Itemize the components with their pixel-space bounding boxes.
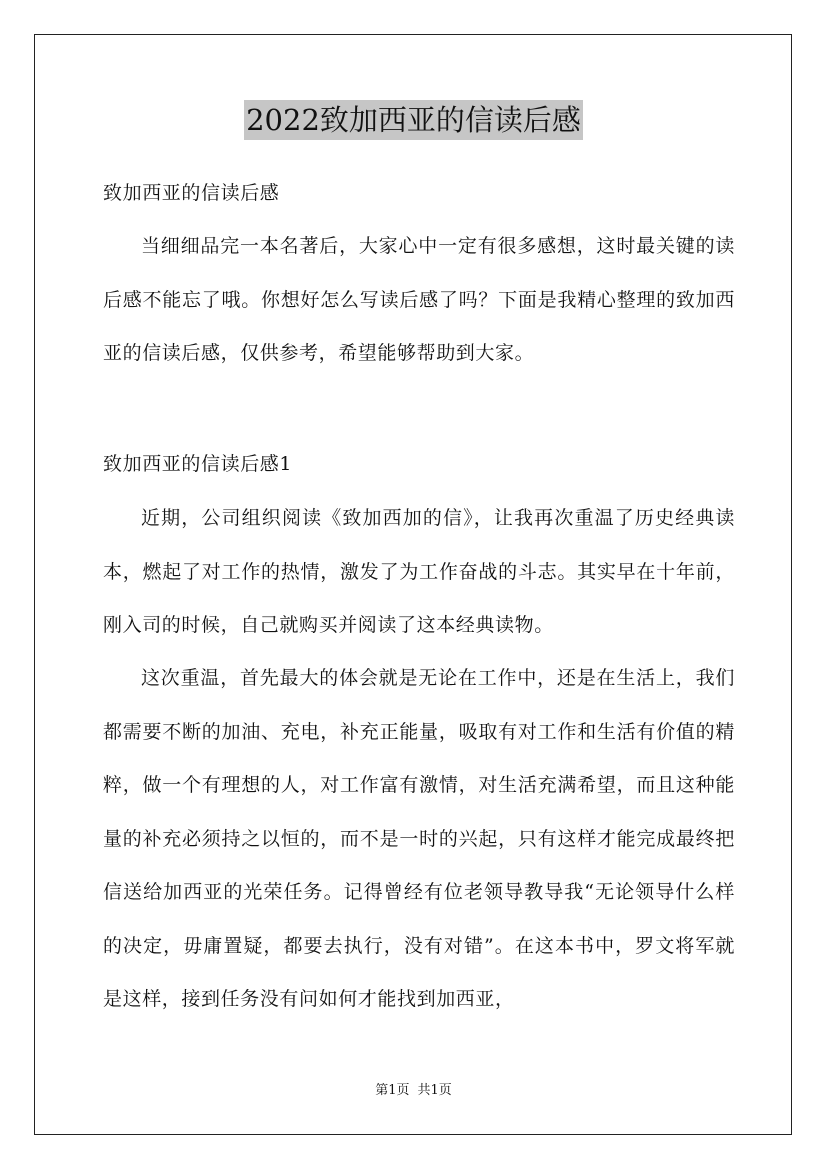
body-paragraph-1: 近期，公司组织阅读《致加西加的信》，让我再次重温了历史经典读本，燃起了对工作的热情，激发了为工作奋战的斗志。其实早在十年前，刚入司的时候，自己就购买并阅读了这本经典读物。 [103,507,735,636]
intro-paragraph: 当细细品完一本名著后，大家心中一定有很多感想，这时最关键的读后感不能忘了哦。你想好怎么写读后感了吗？下面是我精心整理的致加西亚的信读后感，仅供参考，希望能够帮助到大家。 [103,235,735,364]
body-paragraph-2: 这次重温，首先最大的体会就是无论在工作中，还是在生活上，我们都需要不断的加油、充电，补充正能量，吸取有对工作和生活有价值的精粹，做一个有理想的人，对工作富有激情，对生活充满希望，而且这种能量的补充必须持之以恒的，而不是一时的兴起，只有这样才能完成最终把信送给加西亚的光荣任务。记得曾经有位老领导教导我“无论领导什么样的决定，毋庸置疑，都要去执行，没有对错”。在这本书中，罗文将军就是这样，接到任务没有问如何才能找到加西亚， [103,667,735,1010]
page-number: 第1页 [375,1083,410,1098]
page-footer [0,1082,827,1100]
title-container [0,100,827,140]
page-total: 共1页 [417,1083,452,1098]
section-heading: 致加西亚的信读后感1 [103,453,293,475]
document-title: 2022致加西亚的信读后感 [244,100,583,140]
document-subtitle: 致加西亚的信读后感 [103,182,280,204]
